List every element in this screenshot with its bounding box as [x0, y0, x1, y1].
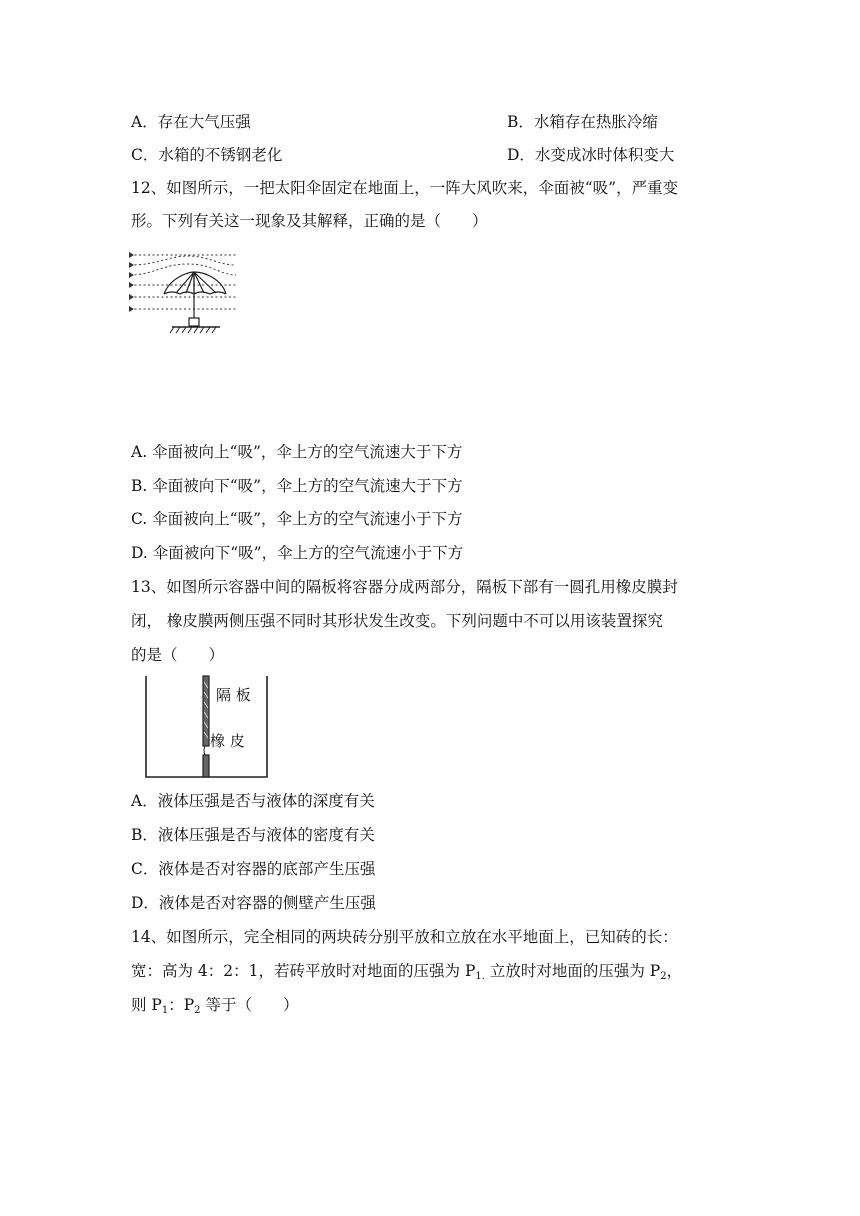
q12-option-d: D. 伞面被向下“吸”，伞上方的空气流速小于下方: [131, 544, 464, 562]
rubber-membrane: [204, 746, 205, 755]
q14-line3-sub1: 1: [161, 1005, 169, 1016]
q13-option-b: B．液体压强是否与液体的密度有关: [131, 826, 375, 844]
partition-board: [203, 676, 209, 777]
q12-option-a: A. 伞面被向上“吸”，伞上方的空气流速大于下方: [131, 443, 463, 461]
q14-line2-text-a: 宽：高为 4：2：1，若砖平放时对地面的压强为 P: [131, 962, 476, 980]
q11-options-row2: [131, 145, 675, 165]
q14-line2-text-b: 立放时对地面的压强为 P: [484, 962, 661, 980]
q11-option-a: A．存在大气压强: [131, 113, 251, 131]
label-rubber: 橡 皮: [210, 732, 245, 750]
q13-stem-line2: 闭， 橡皮膜两侧压强不同时其形状发生改变。下列问题中不可以用该装置探究: [131, 612, 663, 630]
q14-line3-sub2: 2: [194, 1005, 201, 1016]
q14-line3-text-b: ：P: [168, 996, 195, 1014]
umbrella-icon: [164, 272, 226, 327]
q12-option-b: B. 伞面被向下“吸”，伞上方的空气流速大于下方: [131, 477, 463, 495]
q11-option-b: B．水箱存在热胀冷缩: [507, 113, 658, 131]
q11-options-row1: [131, 112, 658, 132]
q14-line2-sub1: 1.: [475, 971, 485, 982]
q13-stem-line3: 的是（ ）: [131, 646, 225, 664]
q12-stem-line2: 形。下列有关这一现象及其解释，正确的是（ ）: [131, 212, 488, 230]
q14-line2-sub2: 2: [660, 971, 667, 982]
q11-option-c: C．水箱的不锈钢老化: [131, 146, 283, 164]
q14-line2-text-c: ，: [666, 962, 683, 980]
q14-stem-line2: [131, 961, 682, 987]
q14-stem-line1: 14、如图所示，完全相同的两块砖分别平放和立放在水平地面上，已知砖的长：: [131, 928, 678, 946]
container-figure: [144, 676, 270, 780]
airflow-line-2: [130, 256, 236, 265]
q14-stem-line3: [131, 995, 298, 1021]
q12-option-c: C. 伞面被向上“吸”，伞上方的空气流速小于下方: [131, 510, 463, 528]
q13-option-d: D．液体是否对容器的侧壁产生压强: [131, 894, 376, 912]
q13-stem-line1: 13、如图所示容器中间的隔板将容器分成两部分，隔板下部有一圆孔用橡皮膜封: [131, 578, 678, 596]
q12-stem-line1: 12、如图所示，一把太阳伞固定在地面上，一阵大风吹来，伞面被“吸”，严重变: [131, 179, 679, 197]
q14-line3-text-c: 等于（ ）: [200, 996, 299, 1014]
umbrella-figure: [128, 248, 238, 338]
airflow-line-3: [130, 264, 236, 275]
label-partition: 隔 板: [216, 686, 251, 704]
q11-option-d: D．水变成冰时体积变大: [507, 146, 675, 164]
q14-line3-text-a: 则 P: [131, 996, 162, 1014]
q13-option-a: A．液体压强是否与液体的深度有关: [131, 792, 375, 810]
q13-option-c: C．液体是否对容器的底部产生压强: [131, 860, 376, 878]
